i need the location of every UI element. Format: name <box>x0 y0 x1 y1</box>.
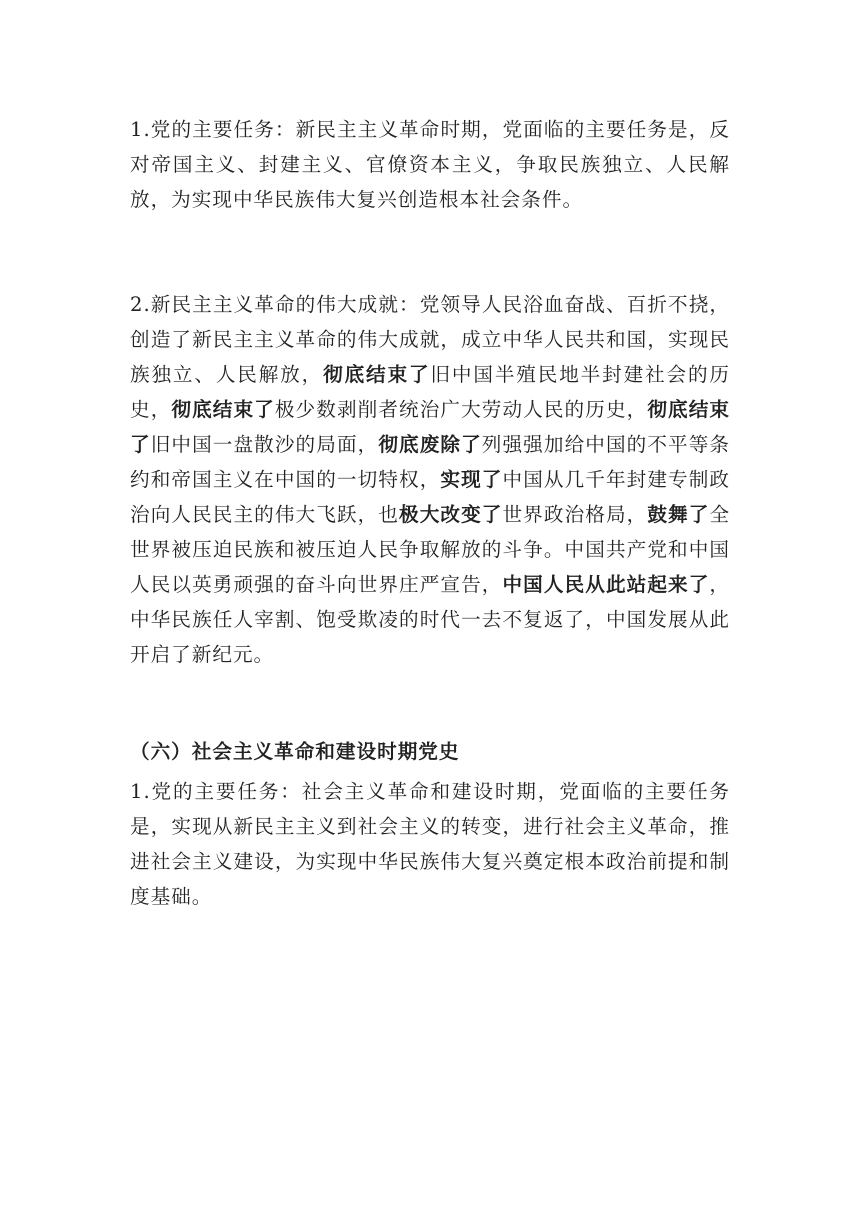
bold-phrase: 彻底废除了 <box>378 433 482 456</box>
paragraph-achievements-new-democratic <box>130 287 730 672</box>
paragraph-main-task-new-democratic: 1.党的主要任务：新民主主义革命时期，党面临的主要任务是，反对帝国主义、封建主义、官僚资本主义，争取民族独立、人民解放，为实现中华民族伟大复兴创造根本社会条件。 <box>130 118 730 211</box>
bold-phrase: 彻底结束了 <box>323 363 431 386</box>
text-run: 全世界被压迫民族和被压迫人民争取解放的斗争。中国共产党和中国人民以英勇顽强的奋斗向世界庄严宣告， <box>130 503 731 596</box>
text-run: 中国从几千年封建专制政治向人民民主的伟大飞跃，也 <box>130 468 731 526</box>
text-run: 极少数剥削者统治广大劳动人民的历史， <box>274 398 648 421</box>
bold-phrase: 鼓舞了 <box>647 503 710 526</box>
text-run: 旧中国一盘散沙的局面， <box>150 433 379 456</box>
bold-phrase: 极大改变了 <box>399 503 503 526</box>
bold-phrase: 彻底结束了 <box>130 398 731 456</box>
bold-phrase: 彻底结束了 <box>171 398 275 421</box>
bold-phrase: 实现了 <box>440 468 503 491</box>
paragraph-spacer <box>130 217 730 287</box>
paragraph-spacer <box>130 672 730 736</box>
text-run: 世界政治格局， <box>502 503 648 526</box>
document-body <box>130 112 730 914</box>
paragraph-main-task-socialist: 1.党的主要任务：社会主义革命和建设时期，党面临的主要任务是，实现从新民主主义到社会主义的转变，进行社会主义革命，推进社会主义建设，为实现中华民族伟大复兴奠定根本政治前提和制度基础。 <box>130 780 730 908</box>
text-run: 旧中国半殖民地半封建社会的历史， <box>130 363 731 421</box>
text-run: 列强强加给中国的不平等条约和帝国主义在中国的一切特权， <box>130 433 731 491</box>
text-run: 2.新民主主义革命的伟大成就：党领导人民浴血奋战、百折不挠，创造了新民主主义革命的伟大成就，成立中华人民共和国，实现民族独立、人民解放， <box>130 293 730 386</box>
text-run: ，中华民族任人宰割、饱受欺凌的时代一去不复返了，中国发展从此开启了新纪元。 <box>130 573 731 666</box>
section-heading: （六）社会主义革命和建设时期党史 <box>130 740 460 763</box>
bold-phrase: 中国人民从此站起来了 <box>502 573 710 596</box>
